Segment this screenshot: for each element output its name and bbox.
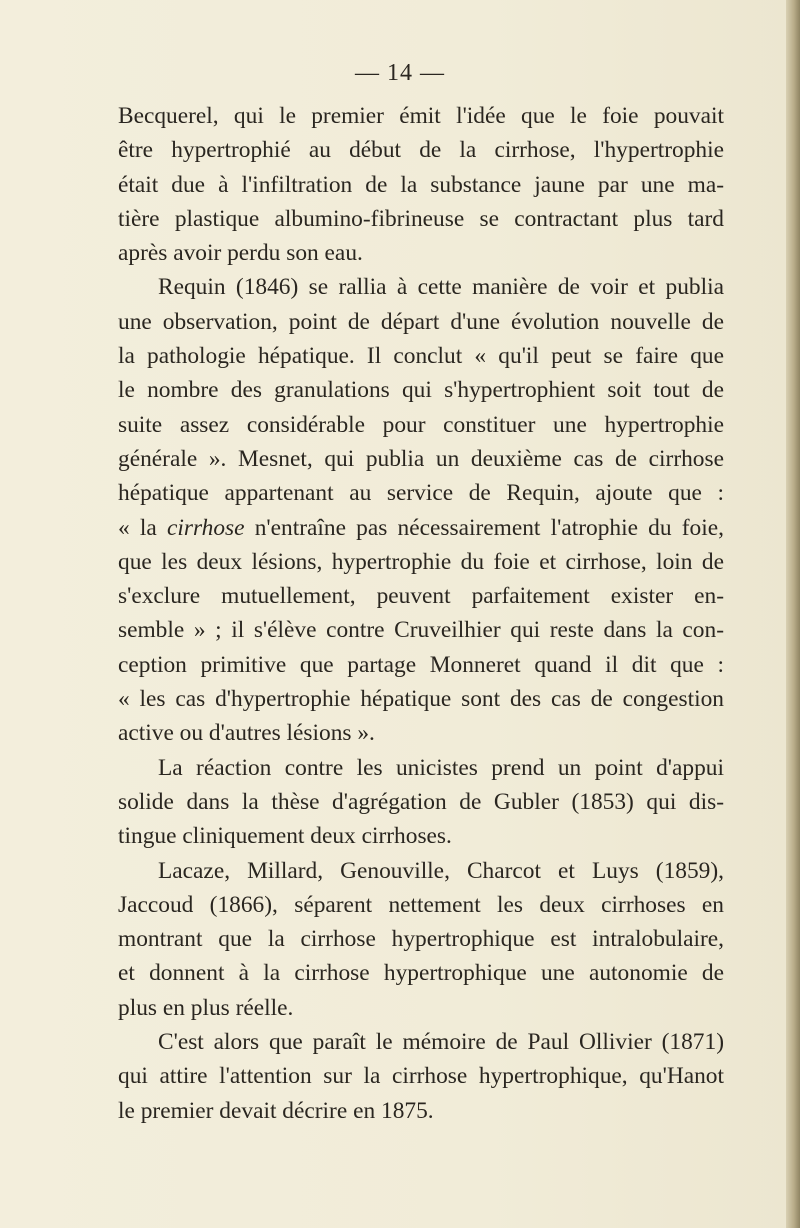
text-line: active ou d'autres lésions ». [118, 720, 375, 747]
text-line: plus en plus réelle. [118, 994, 294, 1021]
text-line: C'est alors que paraît le mémoire de Paul Ollivier (1871) [158, 1029, 724, 1056]
text-line: et donnent à la cirrhose hypertrophique une autonomie de [118, 960, 724, 987]
text-line: générale ». Mesnet, qui publia un deuxième cas de cirrhose [118, 445, 724, 472]
text-fragment: n'entraîne pas nécessairement l'atrophie du foie, [254, 514, 724, 541]
text-line: montrant que la cirrhose hypertrophique est intralobulaire, [118, 926, 724, 953]
body-text [118, 99, 724, 1128]
text-line: semble » ; il s'élève contre Cruveilhier qui reste dans la con- [118, 617, 724, 644]
text-line: solide dans la thèse d'agrégation de Gubler (1853) qui dis- [118, 788, 724, 815]
text-line: le nombre des granulations qui s'hypertrophient soit tout de [118, 377, 724, 404]
text-line: être hypertrophié au début de la cirrhose, l'hypertrophie [118, 137, 724, 164]
italic-term: cirrhose [166, 514, 245, 541]
text-line: Jaccoud (1866), séparent nettement les deux cirrhoses en [118, 891, 724, 918]
text-line: s'exclure mutuellement, peuvent parfaitement exister en- [118, 583, 724, 610]
text-line: hépatique appartenant au service de Requin, ajoute que : [118, 480, 724, 507]
text-line-mixed [118, 511, 724, 545]
text-line: le premier devait décrire en 1875. [118, 1097, 434, 1124]
text-line: tière plastique albumino-fibrineuse se contractant plus tard [118, 205, 724, 232]
text-line: qui attire l'attention sur la cirrhose hypertrophique, qu'Hanot [118, 1063, 724, 1090]
text-line: ception primitive que partage Monneret quand il dit que : [118, 651, 724, 678]
text-line: une observation, point de départ d'une évolution nouvelle de [118, 308, 724, 335]
text-line: tingue cliniquement deux cirrhoses. [118, 823, 452, 850]
text-line: suite assez considérable pour constituer une hypertrophie [118, 411, 724, 438]
page-edge [786, 0, 800, 1228]
text-line: Lacaze, Millard, Genouville, Charcot et Luys (1859), [158, 857, 724, 884]
text-line: était due à l'infiltration de la substance jaune par une ma- [118, 171, 724, 198]
text-fragment: « la [118, 514, 157, 541]
text-line: la pathologie hépatique. Il conclut « qu'il peut se faire que [118, 343, 724, 370]
text-line: Becquerel, qui le premier émit l'idée que le foie pouvait [118, 103, 724, 129]
text-line: Requin (1846) se rallia à cette manière de voir et publia [158, 274, 724, 301]
text-line: La réaction contre les unicistes prend un point d'appui [158, 754, 724, 781]
page-number: — 14 — [355, 60, 445, 86]
text-line: que les deux lésions, hypertrophie du foie et cirrhose, loin de [118, 548, 724, 575]
text-line: « les cas d'hypertrophie hépatique sont des cas de congestion [118, 686, 724, 713]
text-line: après avoir perdu son eau. [118, 240, 363, 267]
